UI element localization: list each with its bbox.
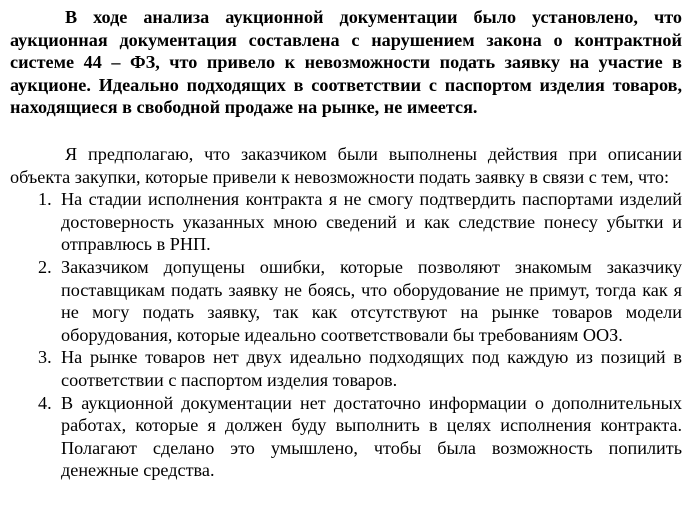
list-item: [10, 188, 682, 256]
list-item-number: 2.: [38, 256, 52, 277]
list-item-text: На стадии исполнения контракта я не смогу подтвердить паспортами изделий достоверность указанных мною сведений и как следствие понесу убытки и отправлюсь в РНП.: [61, 189, 682, 255]
list-item-text: В аукционной документации нет достаточно информации о дополнительных работах, которые я должен буду выполнить в целях исполнения контракта. Полагают сделано это умышлено, чтобы была возможность попилить денежные средства.: [61, 392, 682, 481]
list-item: [10, 346, 682, 391]
assumption-paragraph: Я предполагаю, что заказчиком были выполнены действия при описании объекта закупки, которые привели к невозможности подать заявку в связи с тем, что:: [10, 143, 682, 187]
list-item-text: Заказчиком допущены ошибки, которые позволяют знакомым заказчику поставщикам подать заявку не боясь, что оборудование не примут, тогда как я не могу подать заявку, так как отсутствуют на рынке товаров модели оборудования, которые идеально соответствовали бы требованиям ООЗ.: [61, 256, 682, 345]
intro-paragraph-bold: В ходе анализа аукционной документации было установлено, что аукционная документация составлена с нарушением закона о контрактной системе 44 – ФЗ, что привело к невозможности подать заявку на участие в аукционе. Идеально подходящих в соответствии с паспортом изделия товаров, находящиеся в свободной продаже на рынке, не имеется.: [10, 7, 682, 118]
list-item-number: 3.: [38, 347, 52, 368]
list-item-number: 4.: [38, 392, 52, 413]
list-item: [10, 392, 682, 482]
numbered-list: [10, 188, 682, 482]
paragraph-spacer: [10, 119, 682, 143]
list-item: [10, 256, 682, 346]
list-item-text: На рынке товаров нет двух идеально подходящих под каждую из позиций в соответствии с паспортом изделия товаров.: [61, 347, 682, 390]
list-item-number: 1.: [38, 189, 52, 210]
